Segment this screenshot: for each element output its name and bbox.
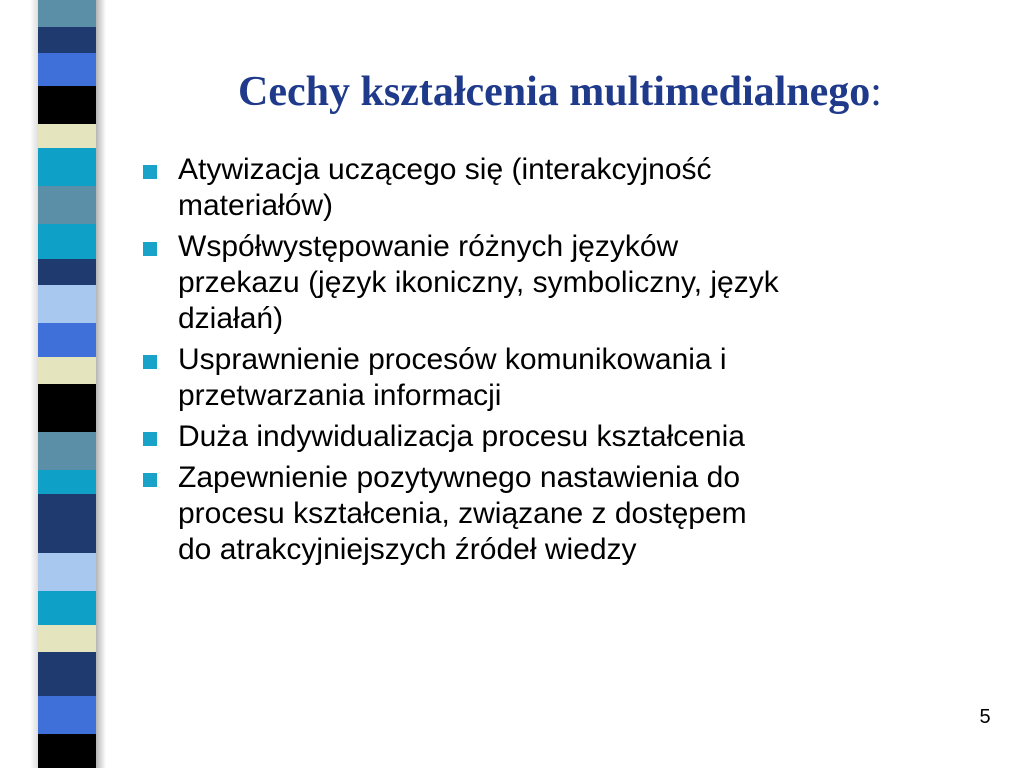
slide-title xyxy=(120,64,1000,120)
stripe-segment xyxy=(38,432,96,470)
bullet-item xyxy=(140,419,990,455)
bullet-item xyxy=(140,460,990,568)
slide-title-text: Cechy kształcenia multimedialnego xyxy=(238,69,871,115)
stripe-segment xyxy=(38,186,96,224)
stripe-segment xyxy=(38,224,96,258)
stripe-segment xyxy=(38,148,96,186)
square-bullet-icon xyxy=(143,432,157,446)
page-number: 5 xyxy=(979,706,991,728)
bullet-line: procesu kształcenia, związane z dostępem xyxy=(178,497,747,530)
stripe-segment xyxy=(38,323,96,357)
stripe-segment xyxy=(38,259,96,286)
stripe-segment xyxy=(38,696,96,734)
stripe-segment xyxy=(38,27,96,54)
square-bullet-icon xyxy=(143,165,157,179)
stripe-segment xyxy=(38,285,96,323)
stripe-segment xyxy=(38,384,96,432)
bullet-line: przetwarzania informacji xyxy=(178,379,502,412)
bullet-line: Usprawnienie procesów komunikowania i xyxy=(178,343,727,376)
stripe-segment xyxy=(38,53,96,85)
stripe-segment xyxy=(38,124,96,149)
bullet-line: Atywizacja uczącego się (interakcyjność xyxy=(178,153,712,186)
stripe-segment xyxy=(38,652,96,696)
bullet-line: działań) xyxy=(178,302,284,335)
bullet-list xyxy=(140,152,990,573)
stripe-segment xyxy=(38,86,96,124)
bullet-line: Zapewnienie pozytywnego nastawienia do xyxy=(178,461,741,494)
stripe-segment xyxy=(38,357,96,384)
bullet-item xyxy=(140,152,990,224)
square-bullet-icon xyxy=(143,355,157,369)
stripe-segment xyxy=(38,625,96,652)
square-bullet-icon xyxy=(143,242,157,256)
bullet-item xyxy=(140,229,990,337)
bullet-line: przekazu (język ikoniczny, symboliczny, język xyxy=(178,266,779,299)
bullet-line: Duża indywidualizacja procesu kształcenia xyxy=(178,420,745,453)
slide-title-colon: : xyxy=(870,69,882,115)
bullet-item xyxy=(140,342,990,414)
bullet-line: materiałów) xyxy=(178,189,334,222)
stripe-segment xyxy=(38,470,96,495)
decorative-stripe xyxy=(38,0,96,768)
stripe-shadow xyxy=(96,0,106,768)
stripe-segment xyxy=(38,734,96,768)
bullet-line: Współwystępowanie różnych języków xyxy=(178,230,679,263)
stripe-segment xyxy=(38,494,96,515)
bullet-line: do atrakcyjniejszych źródeł wiedzy xyxy=(178,533,637,566)
stripe-segment xyxy=(38,0,96,27)
square-bullet-icon xyxy=(143,473,157,487)
stripe-segment xyxy=(38,553,96,591)
stripe-segment xyxy=(38,591,96,625)
stripe-shadow-left xyxy=(30,0,38,768)
stripe-segment xyxy=(38,515,96,553)
